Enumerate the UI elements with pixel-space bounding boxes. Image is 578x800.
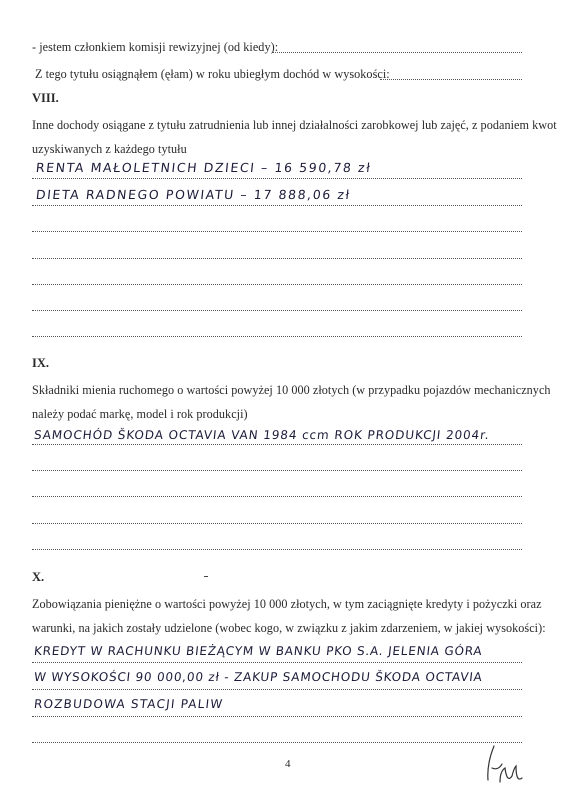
audit-committee-dots [272,52,522,53]
income-entry-pension: RENTA MAŁOLETNICH DZIECI – 16 590,78 zł [35,160,373,175]
section-ix-heading: IX. [32,356,50,370]
income-entry-councillor-allowance: DIETA RADNEGO POWIATU – 17 888,06 zł [35,187,352,202]
line-x-2 [32,689,522,690]
income-dots [380,79,522,80]
income-line: Z tego tytułu osiągnąłem (ęłam) w roku ubiegłym dochód w wysokości: [35,67,390,81]
line-x-3 [32,716,522,717]
line-x-1 [32,662,522,663]
line-viii-3 [32,231,522,232]
line-viii-2 [32,205,522,206]
line-viii-5 [32,284,522,285]
line-viii-7 [32,336,522,337]
line-viii-4 [32,258,522,259]
liability-entry-purpose: ROZBUDOWA STACJI PALIW [33,697,225,711]
stray-mark [204,576,208,577]
line-ix-4 [32,523,522,524]
section-x-heading: X. [32,570,45,584]
section-viii-text-2: uzyskiwanych z każdego tytułu [32,142,187,156]
audit-committee-line: - jestem członkiem komisji rewizyjnej (od kiedy): [32,40,279,54]
line-ix-2 [32,470,522,471]
line-viii-1 [32,178,522,179]
signature-initials [478,738,528,798]
section-ix-text-2: należy podać markę, model i rok produkcji) [32,407,248,421]
section-x-text-1: Zobowiązania pieniężne o wartości powyżej 10 000 złotych, w tym zaciągnięte kredyty i pożyczki oraz [32,597,542,611]
section-viii-heading: VIII. [32,91,59,105]
line-x-4 [32,742,522,743]
section-viii-text-1: Inne dochody osiągane z tytułu zatrudnienia lub innej działalności zarobkowej lub zajęć, z podaniem kwot [32,118,557,132]
section-x-text-2: warunki, na jakich zostały udzielone (wobec kogo, w związku z jakim zdarzeniem, w jakiej wysokości): [32,621,546,635]
movable-property-entry: SAMOCHÓD ŠKODA OCTAVIA VAN 1984 ccm ROK PRODUKCJI 2004r. [33,428,491,442]
line-viii-6 [32,310,522,311]
page-number: 4 [285,758,291,770]
liability-entry-credit: KREDYT W RACHUNKU BIEŻĄCYM W BANKU PKO S.A. JELENIA GÓRA [33,644,484,658]
line-ix-3 [32,496,522,497]
line-ix-1 [32,444,522,445]
liability-entry-amount: W WYSOKOŚCI 90 000,00 zł - ZAKUP SAMOCHODU ŠKODA OCTAVIA [33,670,484,684]
section-ix-text-1: Składniki mienia ruchomego o wartości powyżej 10 000 złotych (w przypadku pojazdów mechanicznych [32,383,551,397]
line-ix-5 [32,549,522,550]
